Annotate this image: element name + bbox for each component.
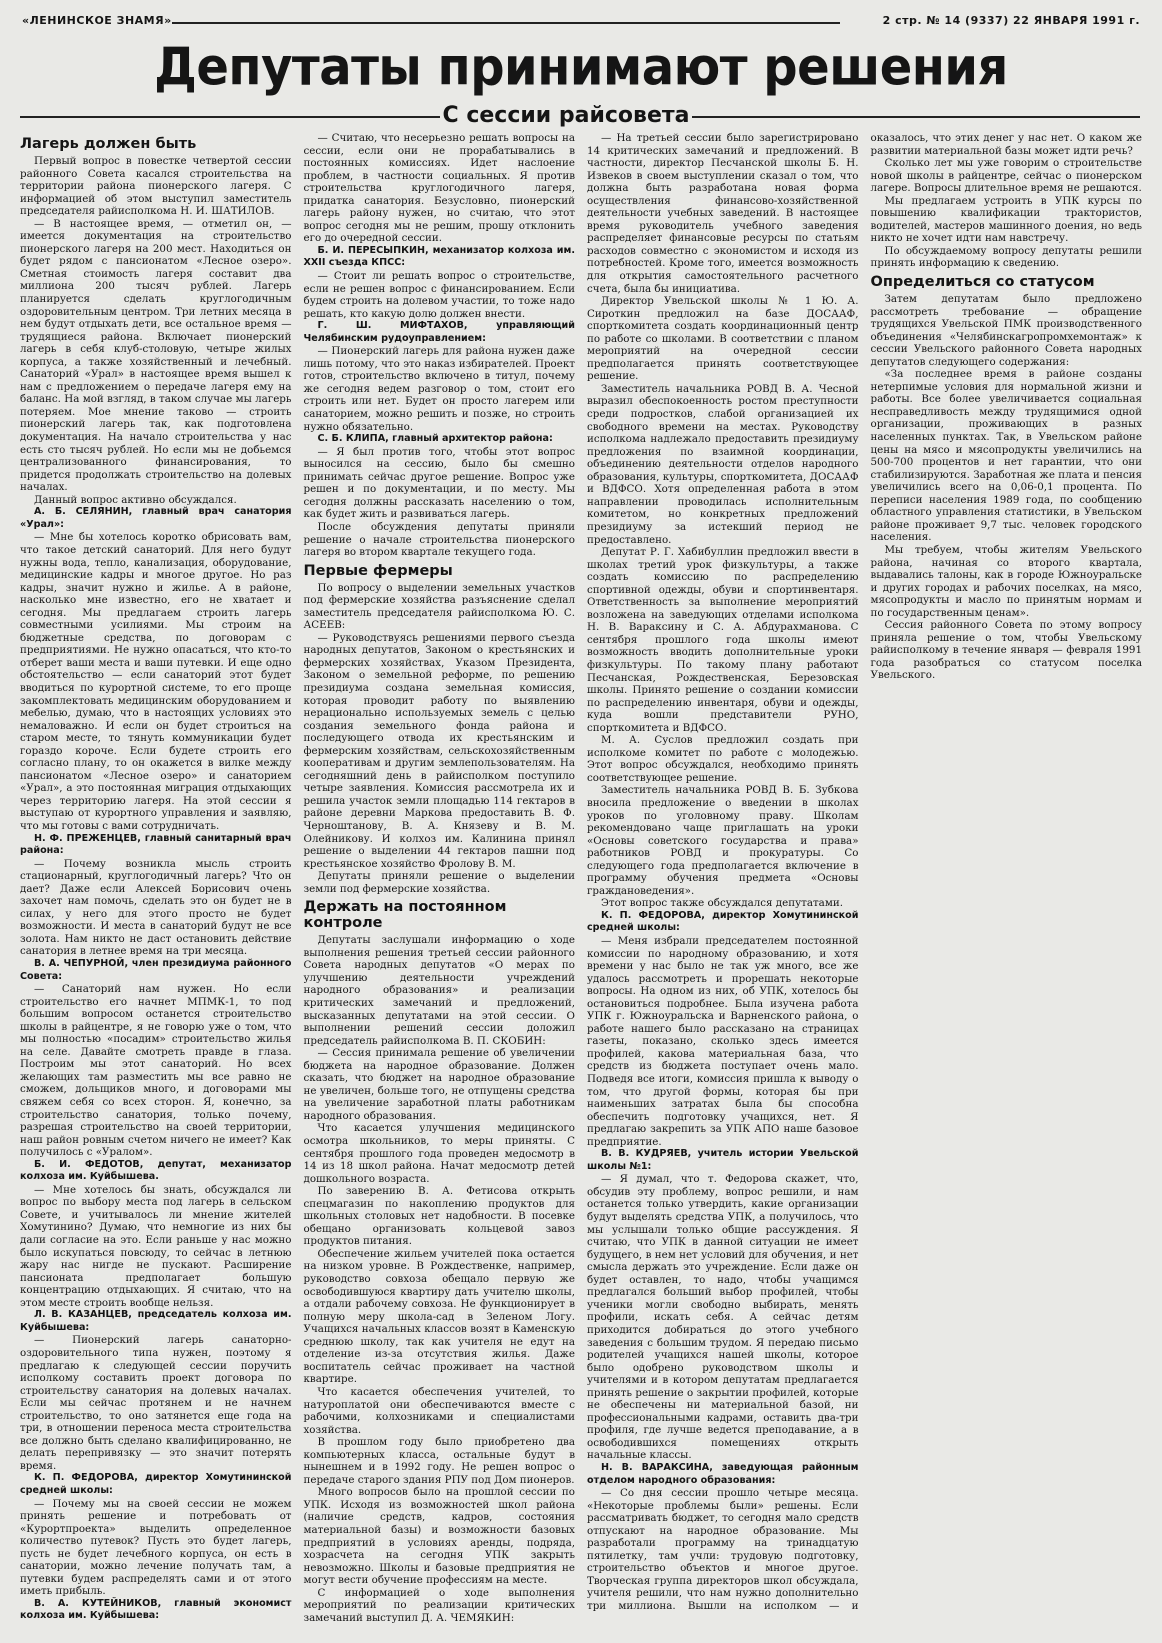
newspaper-name: «ЛЕНИНСКОЕ ЗНАМЯ» xyxy=(22,14,172,27)
paragraph: — Стоит ли решать вопрос о строительстве, если не решен вопрос с финансированием. Если будем строить на долевом участии, то тоже надо решать, кто какую долю должен внести. xyxy=(303,270,575,320)
paragraph: — Меня избрали председателем постоянной комиссии по народному образованию, и хотя времени у нас было не так уж много, все же удалось рассмотреть и прорешать некоторые вопросы. На одном из них, об УПК, хотелось бы остановиться подробнее. Была изучена работа УПК г. Южноуральска и Варненского района, о работе нашего было рассказано на страницах газеты, показано, сколько здесь имеется профилей, какова материальная база, что средств из бюджета поступает очень мало. Подведя все итоги, комиссия пришла к выводу о том, что другой формы, которая бы при наименьших затратах была бы способна обеспечить подготовку учащихся, нет. Я предлагаю закрепить за УПК АПО наше базовое предприятие. xyxy=(587,935,859,1148)
paragraph: По заверению В. А. Фетисова открыть спецмагазин по накоплению продуктов для школьных столовых нет надобности. В посевке обещано организовать кольцевой завоз продуктов питания. xyxy=(303,1185,575,1248)
paragraph: — Пионерский лагерь для района нужен даже лишь потому, что это наказ избирателей. Проект готов, строительство включено в титул, почему же сегодня ведем разговор о том, стоит его строить или нет. Будет он просто лагерем или санаторием, можно решить и позже, но строить нужно обязательно. xyxy=(303,345,575,433)
paragraph: Что касается улучшения медицинского осмотра школьников, то меры приняты. С сентября прошлого года проведен медосмотр в 14 из 18 школ района. Начат медосмотр детей дошкольного возраста. xyxy=(303,1122,575,1185)
paragraph: Заместитель начальника РОВД В. Б. Зубкова вносила предложение о введении в школах уроков по уголовному праву. Школам рекомендовано чаще приглашать на уроки «Основы советского государства и права» работников РОВД и прокуратуры. Со следующего года предполагается включение в программу обучения предмета «Основы граждановедения». xyxy=(587,784,859,897)
paragraph: — Сессия принимала решение об увеличении бюджета на народное образование. Должен сказать, что бюджет на народное образование не увеличен, больше того, не отпущены средства на увеличение заработной платы работникам народного образования. xyxy=(303,1047,575,1122)
paragraph: После обсуждения депутаты приняли решение о начале строительства пионерского лагеря во втором квартале текущего года. xyxy=(303,520,575,559)
paragraph: Обеспечение жильем учителей пока остается на низком уровне. В Рождественке, например, руководство совхоза обещало первую же освободившуюся квартиру дать учителю школы, а отдали рабочему совхоза. Не функционирует в полную меру школа-сад в Зеленом Логу. Учащихся начальных классов возят в Каменскую среднюю школу, так как учителя не едут на отделение из-за отсутствия жилья. Даже воспитатель сейчас проживает на частной квартире. xyxy=(303,1247,575,1386)
paragraph: Директор Увельской школы № 1 Ю. А. Сироткин предложил на базе ДОСААФ, спорткомитета создать координационный центр по работе со школами. В соответствии с планом мероприятий на очередной сессии предполагается принять соответствующее решение. xyxy=(587,295,859,383)
paragraph: — Мне бы хотелось коротко обрисовать вам, что такое детский санаторий. Для него будут нужны вода, тепло, канализация, оборудование, медицинские кадры и многое другое. Но раз кадры, значит нужно и жилье. А в районе, насколько мне известно, его не хватает и сегодня. Мы предлагаем строить лагерь совместными усилиями. Мы строим на бюджетные средства, по договорам с предприятиями. Не нужно опасаться, что кто-то отберет ваши места и ваши путевки. И еще одно обстоятельство — если санаторий этот будет вводиться по курортной системе, то его проще закомплектовать медицинским оборудованием и мебелью, думаю, что в настоящих условиях это немаловажно. И если он будет строиться на старом месте, то тянуть коммуникации будет гораздо короче. Если будете строить его согласно плану, то он окажется в вилке между пансионатом «Лесное озеро» и санаторием «Урал», а это постоянная миграция отдыхающих через территорию лагеря. На этой сессии я выступаю от курортного управления и заявляю, что мы готовы с вами сотрудничать. xyxy=(20,531,292,832)
speaker-name: А. Б. СЕЛЯНИН, главный врач санатория «Урал»: xyxy=(20,506,292,530)
masthead-rule xyxy=(172,22,840,24)
paragraph: — Почему мы на своей сессии не можем принять решение и потребовать от «Курортпроекта» выделить определенное количество путевок? Пусть это будет лагерь, пусть не будет лечебного корпуса, он есть в санатории, можно лечение получать там, а путевки будем распределять сами и от этого иметь прибыль. xyxy=(20,1497,292,1598)
speaker-name: С. Б. КЛИПА, главный архитектор района: xyxy=(317,433,553,445)
paragraph: Депутат Р. Г. Хабибуллин предложил ввести в школах третий урок физкультуры, а также создать комиссию по распределению спортивной одежды, обуви и спортинвентаря. Ответственность за выполнение мероприятий возложена на заведующих отделами исполкома Н. В. Вараксину и С. А. Абдурахманова. С сентября прошлого года школы имеют возможность вводить дополнительные уроки физкультуры. По такому плану работают Песчанская, Рождественская, Березовская школы. Принято решение о создании комиссии по распределению инвентаря, обуви и одежды, куда вошли представители РУНО, спорткомитета и ВДФСО. xyxy=(587,546,859,734)
paragraph: — Считаю, что несерьезно решать вопросы на сессии, если они не прорабатывались в постоянных комиссиях. Идет наслоение проблем, в частности социальных. Я против строительства круглогодичного лагеря, придатка санатория. Безусловно, пионерский лагерь району нужен, но считаю, что этот вопрос сегодня мы не решим, прошу отклонить его до очередной сессии. xyxy=(303,132,575,245)
paragraph: — На третьей сессии было зарегистрировано 14 критических замечаний и предложений. В частности, директор Песчанской школы Б. Н. Извеков в своем выступлении сказал о том, что должна быть разработана новая форма осуществления финансово-хозяйственной деятельности учебных заведений. В настоящее время руководитель учебного заведения распределяет финансовые ресурсы по статьям расходов совместно с экономистом и исходя из потребностей. Кроме того, имеется возможность для открытия самостоятельного расчетного счета, была бы инициатива. xyxy=(587,132,859,295)
paragraph: — В настоящее время, — отметил он, — имеется документация на строительство пионерского лагеря на 200 мест. Находиться он будет рядом с пансионатом «Лесное озеро». Сметная стоимость лагеря составит два миллиона 200 тысяч рублей. Лагерь планируется сделать круглогодичным оздоровительным центром. Три летних месяца в нем будут отдыхать дети, все остальное время — трудящиеся района. Включает пионерский лагерь в себя клуб-столовую, четыре жилых корпуса, а также хозяйственный и лечебный. Санаторий «Урал» в настоящее время вышел к нам с предложением о передаче лагеря ему на баланс. На мой взгляд, в таком случае мы лагерь потеряем. Мое мнение таково — строить пионерский лагерь так, как подготовлена документация. На начало строительства у нас есть сто тысяч рублей. Но если мы не добьемся централизованного финансирования, то придется продолжать строительство на долевых началах. xyxy=(20,217,292,494)
speaker-name: В. А. ЧЕПУРНОЙ, член президиума районного Совета: xyxy=(20,958,292,982)
speaker-name: В. А. КУТЕЙНИКОВ, главный экономист колхоза им. Куйбышева: xyxy=(20,1597,292,1622)
paragraph: По вопросу о выделении земельных участков под фермерские хозяйства разъяснение сделал заместитель председателя райисполкома Ю. С. АСЕЕВ: xyxy=(303,581,575,632)
section-title-farmers: Первые фермеры xyxy=(303,562,453,579)
speaker-name: Г. Ш. МИФТАХОВ, управляющий Челябинским рудоуправлением: xyxy=(303,320,575,344)
page-headline: Депутаты принимают решения xyxy=(154,36,1008,98)
masthead xyxy=(22,14,1140,30)
kicker-rule-right xyxy=(692,116,1140,118)
paragraph: — Я был против того, чтобы этот вопрос выносился на сессию, было бы смешно принимать сейчас другое решение. Вопрос уже решен и по документации, и по месту. Мы сегодня должны рассказать населению о том, как будет жить и развиваться лагерь. xyxy=(303,445,575,521)
paragraph: Много вопросов было на прошлой сессии по УПК. Исходя из возможностей школ района (наличие средств, кадров, состояния материальной базы) и возможности базовых предприятий в условиях аренды, подряда, хозрасчета на сегодня УПК закрыть невозможно. Школы и базовые предприятия не могут вести обучение профессиям на месте. xyxy=(303,1486,575,1587)
section-kicker xyxy=(0,104,1162,128)
speaker-name: Б. И. ФЕДОТОВ, депутат, механизатор колхоза им. Куйбышева. xyxy=(20,1158,292,1183)
paragraph: — Руководствуясь решениями первого съезда народных депутатов, Законом о крестьянских и фермерских хозяйствах, Указом Президента, Законом о земельной реформе, по решению президиума создана земельная комиссия, которая проводит работу по выявлению нерационально используемых земель с целью создания земельного фонда района и последующего отвода их крестьянским и фермерским хозяйствам, сельскохозяйственным кооперативам и другим землепользователям. На сегодняшний день в райисполком поступило четыре заявления. Комиссия рассмотрела их и решила участок земли площадью 114 гектаров в районе деревни Маркова предоставить В. Ф. Черноштанову, В. А. Князеву и В. М. Олейникову. И колхоз им. Калинина принял решение о выделении 44 гектаров пашни под крестьянское хозяйство Фролову В. М. xyxy=(303,631,575,870)
section-title-camp: Лагерь должен быть xyxy=(20,136,197,152)
speaker-name: Н. В. ВАРАКСИНА, заведующая районным отделом народного образования: xyxy=(587,1461,859,1486)
paragraph: Сколько лет мы уже говорим о строительстве новой школы в райцентре, сейчас о пионерском лагере. Вопросы длительное время не решаются. xyxy=(870,157,1142,195)
speaker-name: Н. Ф. ПРЕЖЕНЦЕВ, главный санитарный врач района: xyxy=(20,832,292,857)
paragraph: По обсуждаемому вопросу депутаты решили принять информацию к сведению. xyxy=(870,244,1142,270)
paragraph: — Я думал, что т. Федорова скажет, что, обсудив эту проблему, вопрос решили, и нам останется только утвердить, какие организации будут выделять средства УПК, а получилось, что мы услышали только общие рассуждения. Я считаю, что УПК в данной ситуации не имеет будущего, в нем нет условий для обучения, и нет смысла держать это учреждение. Если даже он будет оставлен, то надо, чтобы учащимся предлагался больший выбор профилей, чтобы ученики могли свободно выбирать, менять профили, искать себя. А сейчас детям приходится добираться до этого учебного заведения с большим трудом. Я передаю письмо родителей учащихся нашей школы, которое было одобрено руководством школы и учителями и в котором депутатам предлагается принять решение о закрытии профилей, которые не обеспечены ни материальной базой, ни профессиональными кадрами, оставить два-три профиля, где лучше ведется преподавание, а в освободившихся помещениях открыть начальные классы. xyxy=(587,1173,859,1462)
paragraph: — Со дня сессии прошло четыре месяца. «Некоторые проблемы были» решены. Если рассматривать бюджет, то сегодня мало средств отпускают на народное образование. Мы разработали программу на тринадцатую пятилетку, там учли: трудовую подготовку, строительство объектов и многое другое. Творческая группа директоров школ обсуждала, учителя решили, что нам нужно дополнительно три миллиона. Вышли на исполком — и оказалось, что этих денег у нас нет. О каком же развитии материальной базы может идти речь? xyxy=(587,132,1142,1612)
paragraph: Мы предлагаем устроить в УПК курсы по повышению квалификации трактористов, водителей, мастеров машинного доения, но ведь никто не хочет идти нам навстречу. xyxy=(870,194,1142,245)
issue-info: 2 стр. № 14 (9337) 22 ЯНВАРЯ 1991 г. xyxy=(882,14,1140,27)
speaker-name: К. П. ФЕДОРОВА, директор Хомутининской средней школы: xyxy=(20,1472,292,1496)
paragraph: Мы требуем, чтобы жителям Увельского района, начиная со второго квартала, выдавались талоны, как в городе Южноуральске и других городах и рабочих поселках, на мясо, мясопродукты и масло по принятым нормам и по государственным ценам». xyxy=(870,543,1142,619)
speaker-name: К. П. ФЕДОРОВА, директор Хомутининской средней школы: xyxy=(587,909,859,934)
paragraph: — Мне хотелось бы знать, обсуждался ли вопрос по выбору места под лагерь в сельском Совете, и учитывалось ли мнение жителей Хомутинино? Думаю, что немногие из них бы дали согласие на это. Если раньше у нас можно было искупаться повсюду, то сейчас в летнюю жару нас нигде не пускают. Расширение пансионата предполагает большую концентрацию отдыхающих. Я считаю, что на этом месте строить вообще нельзя. xyxy=(20,1183,292,1309)
paragraph: С информацией о ходе выполнения мероприятий по реализации критических замечаний выступил Д. А. ЧЕМЯКИН: xyxy=(303,1586,575,1624)
section-title-control: Держать на постоянном контроле xyxy=(303,899,507,932)
paragraph: Что касается обеспечения учителей, то натуроплатой они обеспечиваются вместе с рабочими, колхозниками и специалистами хозяйства. xyxy=(303,1385,575,1436)
speaker-name: В. В. КУДРЯЕВ, учитель истории Увельской школы №1: xyxy=(587,1148,859,1172)
paragraph: Депутаты приняли решение о выделении земли под фермерские хозяйства. xyxy=(303,870,575,895)
paragraph: — Пионерский лагерь санаторно-оздоровительного типа нужен, поэтому я предлагаю к следующей сессии поручить исполкому составить проект договора по строительству санатория на долевых началах. Если мы сейчас протянем и не начнем строительство, то оно затянется еще года на три, в отношении переноса места строительства все должно быть сделано квалифицированно, не делать перепривязку — это значит потерять время. xyxy=(20,1334,292,1472)
paragraph: — Почему возникла мысль строить стационарный, круглогодичный лагерь? Что он дает? Даже если Алексей Борисович очень захочет нам помочь, сделать это он будет не в силах, у него для этого просто не будет возможности. И места в санаторий будут не все золота. Нам никто не даст остановить действие санатория в летнее время на три месяца. xyxy=(20,857,292,958)
paragraph: Первый вопрос в повестке четвертой сессии районного Совета касался строительства на территории района пионерского лагеря. С информацией об этом выступил заместитель председателя райисполкома Н. И. ШАТИЛОВ. xyxy=(20,155,292,218)
section-title-status: Определиться со статусом xyxy=(870,274,1095,291)
paragraph: Депутаты заслушали информацию о ходе выполнения решения третьей сессии районного Совета народных депутатов «О мерах по улучшению деятельности учреждений народного образования» и реализации критических замечаний и предложений, высказанных депутатами на этой сессии. О выполнении решений сессии доложил председатель райисполкома В. П. СКОБИН: xyxy=(303,934,575,1047)
speaker-name: Б. И. ПЕРЕСЫПКИН, механизатор колхоза им. XXII съезда КПСС: xyxy=(303,244,575,269)
paragraph: Этот вопрос также обсуждался депутатами. xyxy=(601,897,843,910)
speaker-name: Л. В. КАЗАНЦЕВ, председатель колхоза им. Куйбышева: xyxy=(20,1309,292,1333)
kicker-text: С сессии райсовета xyxy=(442,103,690,128)
kicker-rule-left xyxy=(20,116,440,118)
article-columns xyxy=(20,132,1142,1632)
paragraph: «За последнее время в районе созданы нетерпимые условия для нормальной жизни и работы. Все более увеличивается социальная несправедливость между трудящимися одной организации, проживающих в разных населенных пунктах. Так, в Увельском районе цены на мясо и мясопродукты увеличились на 500-700 процентов и нет гарантии, что они стабилизируются. Заработная же плата и пенсия увеличились всего на 0,06-0,1 процента. По переписи населения 1989 года, по сообщению областного управления статистики, в Увельском районе проживает 9,7 тыс. человек городского населения. xyxy=(870,368,1142,544)
paragraph: — Санаторий нам нужен. Но если строительство его начнет МПМК-1, то под большим вопросом останется строительство школы в райцентре, я не говорю уже о том, что мы полностью «посадим» строительство жилья на селе. Давайте смотреть правде в глаза. Построим мы этот санаторий. Но всех желающих там разместить мы все равно не сможем, дольщиков много, и договорами мы свяжем себя со всех сторон. Я, конечно, за строительство санатория, только почему, разрешая строительство на своей территории, наш район ровным счетом ничего не имеет? Как получилось с «Уралом». xyxy=(20,983,292,1159)
paragraph: Данный вопрос активно обсуждался. xyxy=(34,493,237,506)
paragraph: Затем депутатам было предложено рассмотреть требование — обращение трудящихся Увельской ПМК производственного объединения «Челябинскагропромхемонтаж» к сессии Увельского районного Совета народных депутатов следующего содержания: xyxy=(870,293,1142,368)
paragraph: Заместитель начальника РОВД В. А. Чесной выразил обеспокоенность ростом преступности среди подростков, слабой организацией их свободного времени на местах. Руководству исполкома надлежало предоставить президиуму предложения по взаимной координации, объединению деятельности отделов народного образования, культуры, спорткомитета, ДОСААФ и ВДФСО. Хотя определенная работа в этом направлении проводилась исполнительным комитетом, но конкретных предложений президиуму за истекший период не предоставлено. xyxy=(587,382,859,546)
paragraph: Сессия районного Совета по этому вопросу приняла решение о том, чтобы Увельскому райисполкому в течение января — февраля 1991 года разобраться со статусом поселка Увельского. xyxy=(870,619,1142,682)
paragraph: М. А. Суслов предложил создать при исполкоме комитет по работе с молодежью. Этот вопрос обсуждался, необходимо принять соответствующее решение. xyxy=(587,734,859,784)
paragraph: В прошлом году было приобретено два компьютерных класса, остальные будут в нынешнем и в 1992 году. Не решен вопрос о передаче старого здания РПУ под Дом пионеров. xyxy=(303,1436,575,1486)
